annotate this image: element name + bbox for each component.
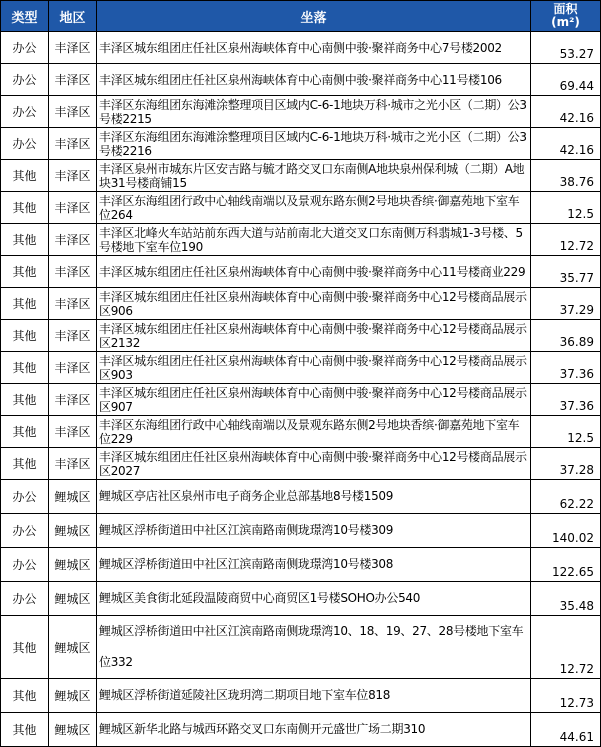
cell-area: 37.36 bbox=[531, 352, 601, 384]
cell-type: 其他 bbox=[1, 288, 49, 320]
cell-district: 丰泽区 bbox=[49, 288, 97, 320]
cell-district: 鲤城区 bbox=[49, 582, 97, 616]
cell-area: 12.72 bbox=[531, 616, 601, 679]
cell-type: 其他 bbox=[1, 256, 49, 288]
cell-type: 其他 bbox=[1, 713, 49, 747]
cell-district: 丰泽区 bbox=[49, 352, 97, 384]
cell-location: 丰泽区东海组团行政中心轴线南端以及景观东路东侧2号地块香缤·御嘉苑地下室车位229 bbox=[97, 416, 531, 448]
table-row bbox=[1, 548, 601, 582]
cell-location: 丰泽区城东组团庄任社区泉州海峡体育中心南侧中骏·聚祥商务中心12号楼商品展示区2027 bbox=[97, 448, 531, 480]
cell-type: 其他 bbox=[1, 384, 49, 416]
table-row bbox=[1, 352, 601, 384]
cell-location: 丰泽区北峰火车站站前东西大道与站前南北大道交叉口东南侧万科翡城1-3号楼、5号楼地下室车位190 bbox=[97, 224, 531, 256]
cell-district: 丰泽区 bbox=[49, 64, 97, 96]
cell-district: 鲤城区 bbox=[49, 548, 97, 582]
cell-district: 鲤城区 bbox=[49, 616, 97, 679]
table-row bbox=[1, 288, 601, 320]
cell-area: 12.5 bbox=[531, 416, 601, 448]
header-area-label: 面积 bbox=[553, 2, 578, 16]
cell-district: 丰泽区 bbox=[49, 160, 97, 192]
cell-type: 其他 bbox=[1, 192, 49, 224]
cell-area: 36.89 bbox=[531, 320, 601, 352]
cell-type: 办公 bbox=[1, 96, 49, 128]
cell-location: 鲤城区浮桥街道田中社区江滨南路南侧珑璟湾10号楼309 bbox=[97, 514, 531, 548]
cell-type: 其他 bbox=[1, 416, 49, 448]
table-row bbox=[1, 480, 601, 514]
cell-district: 鲤城区 bbox=[49, 713, 97, 747]
cell-area: 37.28 bbox=[531, 448, 601, 480]
table-row bbox=[1, 96, 601, 128]
cell-type: 办公 bbox=[1, 128, 49, 160]
cell-location: 丰泽区东海组团行政中心轴线南端以及景观东路东侧2号地块香缤·御嘉苑地下室车位264 bbox=[97, 192, 531, 224]
cell-type: 其他 bbox=[1, 616, 49, 679]
cell-type: 其他 bbox=[1, 320, 49, 352]
cell-area: 69.44 bbox=[531, 64, 601, 96]
cell-area: 42.16 bbox=[531, 96, 601, 128]
cell-location: 丰泽区东海组团东海滩涂整理项目区域内C-6-1地块万科·城市之光小区（二期）公3号楼2216 bbox=[97, 128, 531, 160]
header-area-unit: (m²) bbox=[551, 15, 580, 29]
table-row bbox=[1, 679, 601, 713]
cell-area: 122.65 bbox=[531, 548, 601, 582]
cell-area: 12.72 bbox=[531, 224, 601, 256]
cell-district: 丰泽区 bbox=[49, 416, 97, 448]
cell-location: 丰泽区城东组团庄任社区泉州海峡体育中心南侧中骏·聚祥商务中心12号楼商品展示区2132 bbox=[97, 320, 531, 352]
table-body bbox=[1, 32, 601, 747]
cell-type: 办公 bbox=[1, 64, 49, 96]
cell-district: 丰泽区 bbox=[49, 384, 97, 416]
cell-area: 35.48 bbox=[531, 582, 601, 616]
table-row bbox=[1, 160, 601, 192]
table-row bbox=[1, 320, 601, 352]
cell-area: 44.61 bbox=[531, 713, 601, 747]
cell-location: 鲤城区美食街北延段温陵商贸中心商贸区1号楼SOHO办公540 bbox=[97, 582, 531, 616]
cell-type: 其他 bbox=[1, 448, 49, 480]
cell-area: 62.22 bbox=[531, 480, 601, 514]
cell-district: 丰泽区 bbox=[49, 128, 97, 160]
header-type: 类型 bbox=[1, 1, 49, 32]
header-location: 坐落 bbox=[97, 1, 531, 32]
table-row bbox=[1, 713, 601, 747]
cell-area: 38.76 bbox=[531, 160, 601, 192]
table-row bbox=[1, 64, 601, 96]
table-row bbox=[1, 256, 601, 288]
cell-area: 12.5 bbox=[531, 192, 601, 224]
cell-district: 丰泽区 bbox=[49, 320, 97, 352]
cell-district: 丰泽区 bbox=[49, 256, 97, 288]
cell-area: 37.29 bbox=[531, 288, 601, 320]
cell-location: 丰泽区城东组团庄任社区泉州海峡体育中心南侧中骏·聚祥商务中心12号楼商品展示区903 bbox=[97, 352, 531, 384]
header-district: 地区 bbox=[49, 1, 97, 32]
cell-type: 办公 bbox=[1, 582, 49, 616]
cell-location: 丰泽区城东组团庄任社区泉州海峡体育中心南侧中骏·聚祥商务中心12号楼商品展示区907 bbox=[97, 384, 531, 416]
table-row bbox=[1, 448, 601, 480]
cell-district: 丰泽区 bbox=[49, 192, 97, 224]
cell-type: 办公 bbox=[1, 480, 49, 514]
table-row bbox=[1, 224, 601, 256]
table-row bbox=[1, 416, 601, 448]
cell-area: 53.27 bbox=[531, 32, 601, 64]
cell-type: 办公 bbox=[1, 32, 49, 64]
cell-location: 丰泽区城东组团庄任社区泉州海峡体育中心南侧中骏·聚祥商务中心11号楼商业229 bbox=[97, 256, 531, 288]
table-row bbox=[1, 128, 601, 160]
cell-type: 其他 bbox=[1, 224, 49, 256]
cell-location: 鲤城区新华北路与城西环路交叉口东南侧开元盛世广场二期310 bbox=[97, 713, 531, 747]
cell-district: 鲤城区 bbox=[49, 514, 97, 548]
header-area bbox=[531, 1, 601, 32]
cell-location: 丰泽区东海组团东海滩涂整理项目区域内C-6-1地块万科·城市之光小区（二期）公3号楼2215 bbox=[97, 96, 531, 128]
cell-district: 丰泽区 bbox=[49, 448, 97, 480]
cell-type: 办公 bbox=[1, 514, 49, 548]
cell-location: 丰泽区城东组团庄任社区泉州海峡体育中心南侧中骏·聚祥商务中心11号楼106 bbox=[97, 64, 531, 96]
cell-district: 鲤城区 bbox=[49, 679, 97, 713]
cell-area: 35.77 bbox=[531, 256, 601, 288]
cell-location: 丰泽区城东组团庄任社区泉州海峡体育中心南侧中骏·聚祥商务中心7号楼2002 bbox=[97, 32, 531, 64]
cell-area: 42.16 bbox=[531, 128, 601, 160]
cell-type: 其他 bbox=[1, 352, 49, 384]
header-row bbox=[1, 1, 601, 32]
table-row bbox=[1, 582, 601, 616]
cell-district: 鲤城区 bbox=[49, 480, 97, 514]
cell-area: 12.73 bbox=[531, 679, 601, 713]
cell-district: 丰泽区 bbox=[49, 96, 97, 128]
table-row bbox=[1, 616, 601, 679]
cell-type: 其他 bbox=[1, 679, 49, 713]
cell-district: 丰泽区 bbox=[49, 32, 97, 64]
table-row bbox=[1, 32, 601, 64]
cell-type: 办公 bbox=[1, 548, 49, 582]
table-row bbox=[1, 514, 601, 548]
cell-type: 其他 bbox=[1, 160, 49, 192]
cell-location: 鲤城区浮桥街道延陵社区珑玥湾二期项目地下室车位818 bbox=[97, 679, 531, 713]
cell-location: 鲤城区浮桥街道田中社区江滨南路南侧珑璟湾10、18、19、27、28号楼地下室车位332 bbox=[97, 616, 531, 679]
cell-location: 鲤城区浮桥街道田中社区江滨南路南侧珑璟湾10号楼308 bbox=[97, 548, 531, 582]
cell-location: 丰泽区城东组团庄任社区泉州海峡体育中心南侧中骏·聚祥商务中心12号楼商品展示区906 bbox=[97, 288, 531, 320]
cell-area: 140.02 bbox=[531, 514, 601, 548]
cell-location: 丰泽区泉州市城东片区安吉路与毓才路交叉口东南侧A地块泉州保利城（二期）A地块31号楼商铺15 bbox=[97, 160, 531, 192]
table-row bbox=[1, 192, 601, 224]
cell-location: 鲤城区亭店社区泉州市电子商务企业总部基地8号楼1509 bbox=[97, 480, 531, 514]
table-row bbox=[1, 384, 601, 416]
cell-district: 丰泽区 bbox=[49, 224, 97, 256]
cell-area: 37.36 bbox=[531, 384, 601, 416]
